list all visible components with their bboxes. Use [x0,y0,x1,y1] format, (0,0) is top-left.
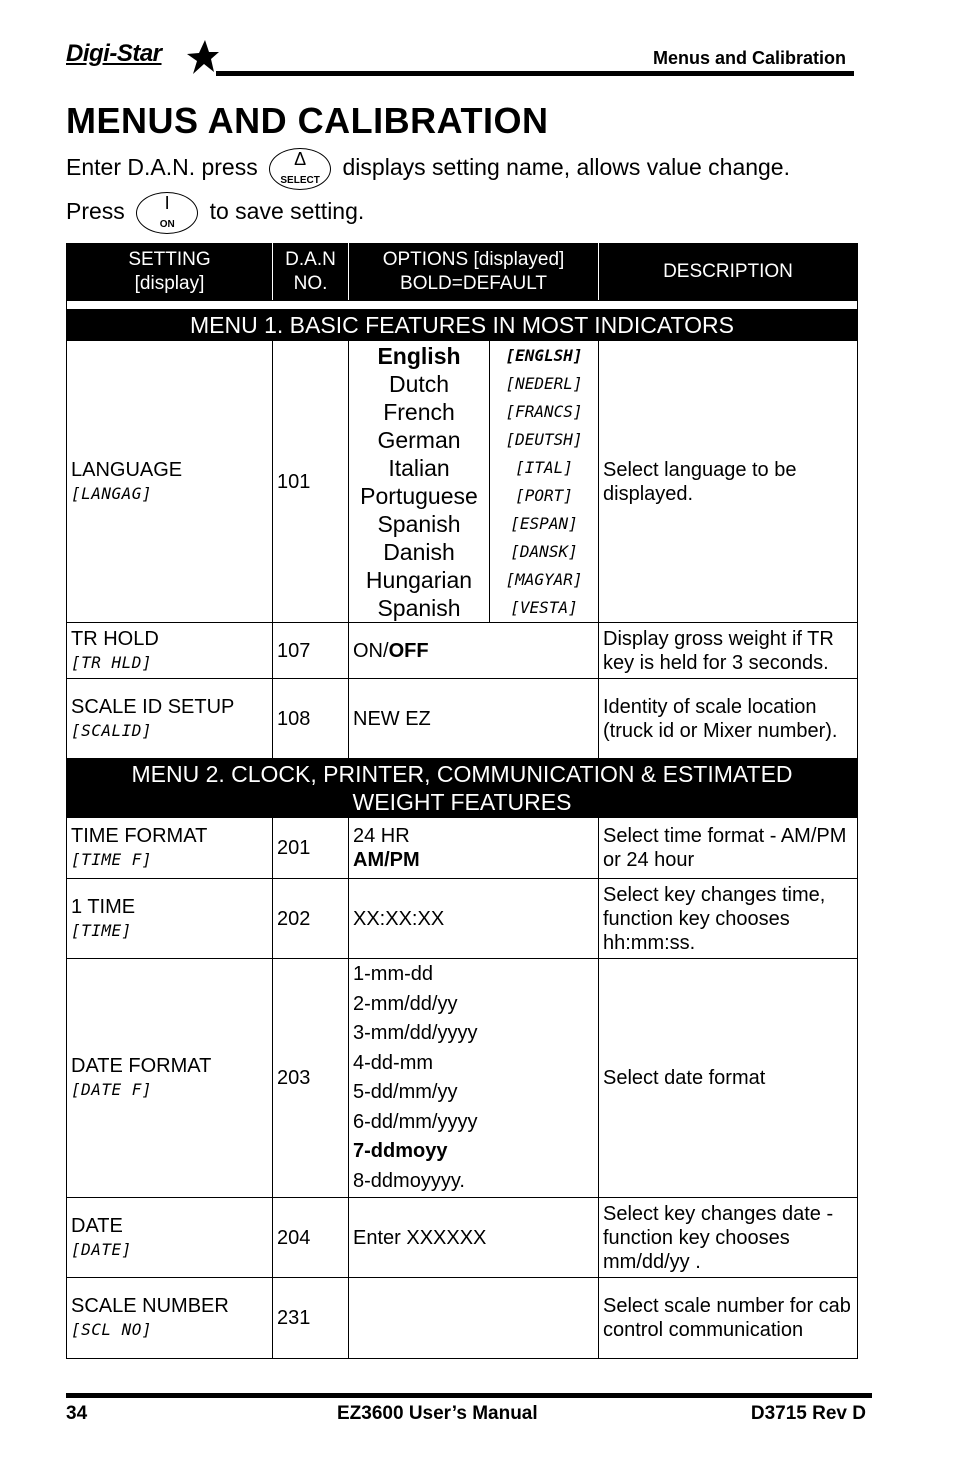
dan-cell: 202 [273,879,349,959]
options-cell [349,623,599,679]
display-french: [FRANCS] [505,401,583,421]
settings-table [66,243,857,1359]
header-dan-line2: NO. [293,273,328,294]
setting-name: DATE FORMAT [71,1055,212,1077]
description-cell: Select scale number for cab control communication [599,1278,858,1359]
setting-cell [67,879,273,959]
date-option: 2-mm/dd/yy [353,992,458,1015]
date-option: 1-mm-dd [353,963,434,985]
options-cell: NEW EZ [349,679,599,759]
intro-text: to save setting. [209,198,365,225]
intro-text: displays setting name, allows value change. [342,154,790,181]
option-french: French [383,398,455,425]
setting-name: TIME FORMAT [71,825,208,847]
setting-display: [TIME] [71,920,132,940]
header-description: DESCRIPTION [599,244,858,301]
power-bar-icon: I [164,193,170,213]
setting-name: SCALE NUMBER [71,1295,229,1317]
setting-name: DATE [71,1214,123,1237]
setting-cell [67,1198,273,1278]
option-off-default: OFF [388,639,429,662]
display-spanish: [ESPAN] [510,513,578,533]
option-24hr: 24 HR [353,825,410,847]
option-on: ON/ [353,639,389,662]
manual-title: EZ3600 User’s Manual [337,1403,538,1424]
table-row-time-format [67,818,858,879]
setting-name: TR HOLD [71,627,159,650]
setting-display: [SCL NO] [71,1320,153,1339]
digi-star-logo: Digi-Star [66,40,162,67]
intro-text: Enter D.A.N. press [66,154,258,181]
date-option: 4-dd-mm [353,1051,434,1074]
option-danish: Danish [383,538,455,565]
triangle-icon: Δ [294,149,307,169]
option-italian: Italian [388,454,450,481]
spacer-cell [67,301,858,310]
table-row-scale-id [67,679,858,759]
setting-name: SCALE ID SETUP [71,695,235,718]
options-cell: Enter XXXXXX [349,1198,599,1278]
display-italian: [ITAL] [515,457,573,477]
setting-cell [67,818,273,879]
setting-cell [67,1278,273,1359]
option-german: German [377,426,461,453]
date-option-default: 7-ddmoyy [353,1140,448,1162]
display-german: [DEUTSH] [505,429,583,449]
menu2-title-line2: WEIGHT FEATURES [352,789,572,815]
menu2-title [67,759,858,818]
display-hungarian: [MAGYAR] [505,569,583,589]
language-displays [490,341,599,623]
language-options [349,341,490,623]
dan-cell: 201 [273,818,349,879]
menu1-row [67,310,858,341]
option-spanish: Spanish [377,510,461,537]
dan-cell: 108 [273,679,349,759]
description-cell: Select key changes date - function key chooses mm/dd/yy . [599,1198,858,1278]
table-row-date-format [67,959,858,1198]
table-header-row [67,244,858,301]
setting-display: [TIME F] [71,850,153,869]
description-cell: Display gross weight if TR key is held for 3 seconds. [599,623,858,679]
table-row-language [67,341,858,623]
header-rule [216,71,854,76]
table-row-tr-hold [67,623,858,679]
options-cell [349,959,599,1198]
dan-cell: 107 [273,623,349,679]
menu1-title: MENU 1. BASIC FEATURES IN MOST INDICATORS [67,310,858,341]
on-label: ON [159,219,175,230]
description-cell: Select date format [599,959,858,1198]
date-option: 8-ddmoyyyy. [353,1169,465,1192]
menu2-row [67,759,858,818]
setting-cell [67,959,273,1198]
setting-display: [DATE F] [71,1080,153,1099]
page-title: MENUS AND CALIBRATION [66,100,549,141]
option-dutch: Dutch [388,370,450,397]
date-option: 3-mm/dd/yyyy [353,1022,478,1044]
page-number: 34 [66,1403,88,1424]
option-ampm-default: AM/PM [353,849,420,871]
footer-rule [66,1393,872,1398]
dan-cell: 204 [273,1198,349,1278]
description-cell: Select key changes time, function key chooses hh:mm:ss. [599,879,858,959]
header-options [349,244,599,301]
on-button-icon [136,192,198,234]
header-setting [67,244,273,301]
setting-name: 1 TIME [71,895,136,918]
section-title: Menus and Calibration [652,48,846,68]
setting-display: [TR HLD] [71,652,153,672]
setting-display: [LANGAG] [71,483,153,503]
setting-display: [DATE] [71,1239,132,1259]
menu2-title-line1: MENU 2. CLOCK, PRINTER, COMMUNICATION & ESTIMATED [131,761,793,787]
header-dan [273,244,349,301]
options-cell [349,818,599,879]
setting-cell [67,679,273,759]
select-label: SELECT [280,175,320,186]
dan-cell: 203 [273,959,349,1198]
header-options-line2: BOLD=DEFAULT [400,273,547,294]
option-portuguese: Portuguese [360,482,478,509]
description-cell: Identity of scale location (truck id or Mixer number). [599,679,858,759]
option-english: English [377,342,461,369]
spacer-row [67,301,858,310]
select-button-icon [269,148,331,190]
table-row-date [67,1198,858,1278]
options-cell: XX:XX:XX [349,879,599,959]
header-setting-line2: [display] [134,273,205,294]
options-cell [349,1278,599,1359]
revision: D3715 Rev D [750,1403,866,1424]
intro-text: Press [66,198,125,225]
header-setting-line1: SETTING [128,249,211,270]
star-logo-icon [183,38,219,76]
date-option: 5-dd/mm/yy [353,1081,458,1103]
table-row-time [67,879,858,959]
display-spanish-2: [VESTA] [510,597,578,617]
setting-cell [67,623,273,679]
setting-cell [67,341,273,623]
dan-cell: 231 [273,1278,349,1359]
description-cell: Select language to be displayed. [599,341,858,623]
setting-display: [SCALID] [71,720,153,740]
intro-line-2 [66,192,364,234]
intro-line-1 [66,148,790,190]
option-spanish-2: Spanish [377,594,461,621]
dan-cell: 101 [273,341,349,623]
display-dutch: [NEDERL] [505,373,583,393]
date-option: 6-dd/mm/yyyy [353,1110,478,1133]
display-danish: [DANSK] [510,541,578,561]
description-cell: Select time format - AM/PM or 24 hour [599,818,858,879]
header-options-line1: OPTIONS [displayed] [382,249,565,270]
display-english: [ENGLSH] [505,345,583,365]
option-hungarian: Hungarian [365,566,473,593]
setting-name: LANGUAGE [71,458,183,481]
header-dan-line1: D.A.N [285,249,336,270]
display-portuguese: [PORT] [515,485,573,505]
table-row-scale-number [67,1278,858,1359]
